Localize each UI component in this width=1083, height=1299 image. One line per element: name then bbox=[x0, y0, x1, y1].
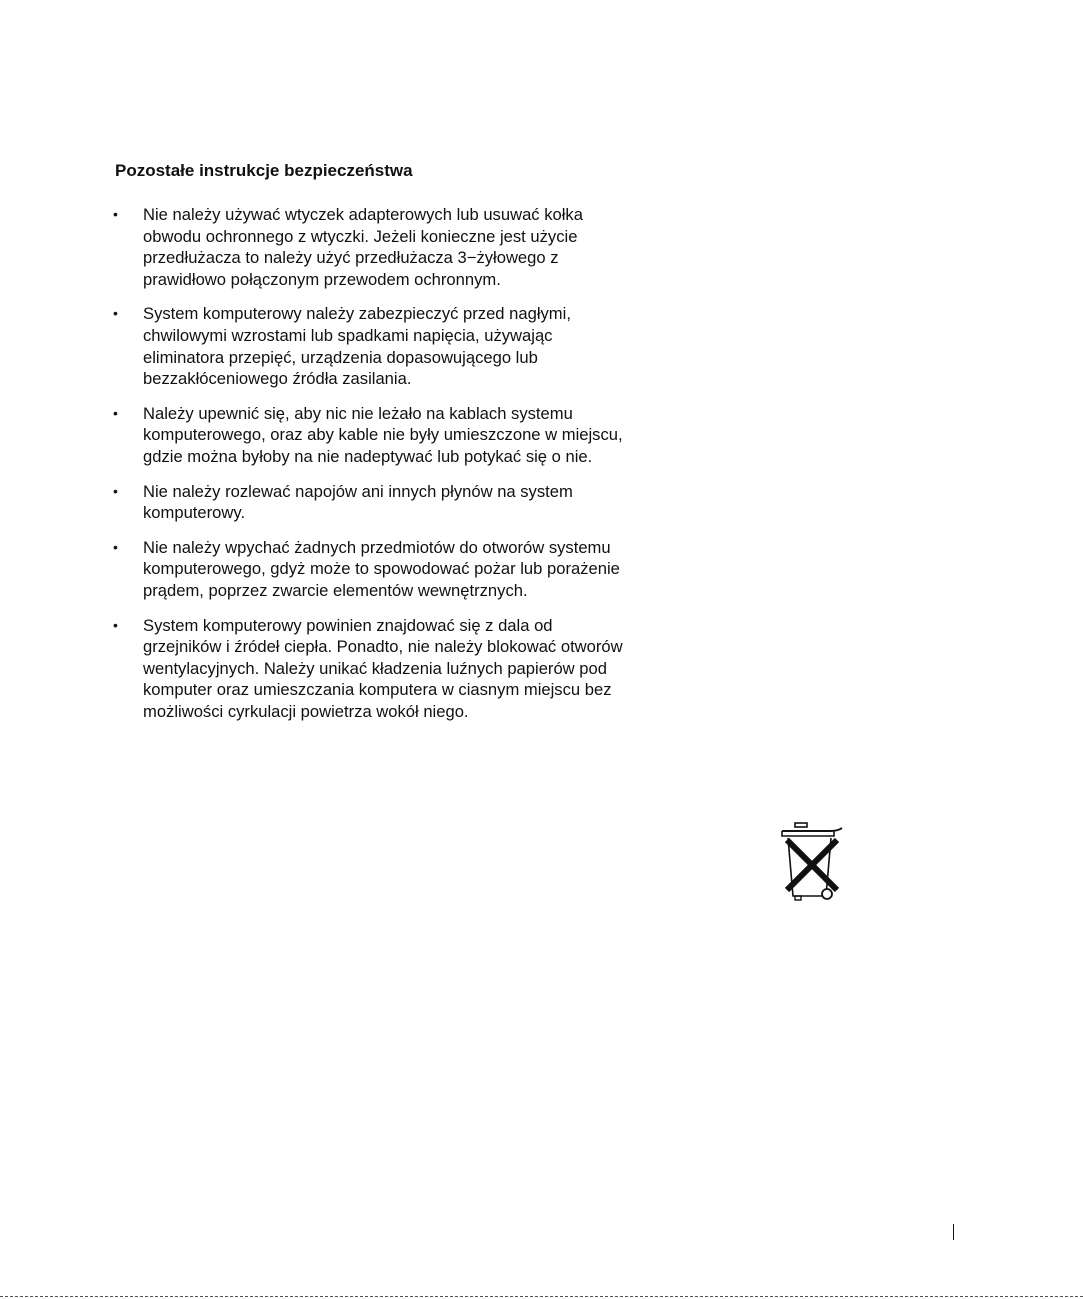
list-item-line: komputerowy. bbox=[143, 503, 246, 523]
list-item-line: Nie należy rozlewać napojów ani innych płynów na system bbox=[143, 481, 573, 501]
list-item-line: System komputerowy należy zabezpieczyć przed nagłymi, bbox=[143, 304, 571, 324]
bullet-dot: • bbox=[113, 206, 118, 222]
list-item-line: Należy upewnić się, aby nic nie leżało na kablach systemu bbox=[143, 403, 573, 423]
list-item-line: gdzie można byłoby na nie nadeptywać lub potykać się o nie. bbox=[143, 446, 593, 466]
crossed-out-wheeled-bin-icon bbox=[778, 822, 846, 902]
bullet-dot: • bbox=[113, 538, 118, 555]
page-marker-line bbox=[953, 1224, 954, 1240]
list-item-line: wentylacyjnych. Należy unikać kładzenia luźnych papierów pod bbox=[143, 658, 607, 678]
list-item-line: możliwości cyrkulacji powietrza wokół niego. bbox=[143, 701, 469, 721]
bullet-dot: • bbox=[113, 305, 118, 322]
list-item-line: komputer oraz umieszczania komputera w ciasnym miejscu bez bbox=[143, 680, 612, 700]
list-item bbox=[113, 537, 693, 602]
bullet-dot: • bbox=[113, 482, 118, 499]
list-item-line: bezzakłóceniowego źródła zasilania. bbox=[143, 369, 412, 389]
section-title: Pozostałe instrukcje bezpieczeństwa bbox=[115, 161, 413, 180]
list-item-line: obwodu ochronnego z wtyczki. Jeżeli konieczne jest użycie bbox=[143, 226, 578, 246]
list-item-line: komputerowego, oraz aby kable nie były umieszczone w miejscu, bbox=[143, 425, 623, 445]
list-item-line: chwilowymi wzrostami lub spadkami napięcia, używając bbox=[143, 325, 553, 345]
list-item bbox=[113, 303, 693, 389]
list-item-line: eliminatora przepięć, urządzenia dopasowującego lub bbox=[143, 347, 538, 367]
list-item-line: grzejników i źródeł ciepła. Ponadto, nie należy blokować otworów bbox=[143, 637, 623, 657]
list-item bbox=[113, 204, 693, 290]
list-item-line: Nie należy używać wtyczek adapterowych lub usuwać kołka bbox=[143, 205, 583, 224]
list-item-line: prawidłowo połączonym przewodem ochronnym. bbox=[143, 269, 501, 289]
safety-instructions-list bbox=[113, 204, 693, 735]
list-item-line: przedłużacza to należy użyć przedłużacza 3−żyłowego z bbox=[143, 248, 559, 268]
list-item-line: komputerowego, gdyż może to spowodować pożar lub porażenie bbox=[143, 559, 620, 579]
list-item-line: Nie należy wpychać żadnych przedmiotów do otworów systemu bbox=[143, 537, 611, 557]
list-item bbox=[113, 615, 693, 723]
list-item-line: prądem, poprzez zwarcie elementów wewnętrznych. bbox=[143, 580, 528, 600]
list-item bbox=[113, 481, 693, 524]
bullet-dot: • bbox=[113, 404, 118, 421]
page-bottom-rule bbox=[0, 1296, 1083, 1297]
bullet-dot: • bbox=[113, 616, 118, 633]
list-item bbox=[113, 403, 693, 468]
list-item-line: System komputerowy powinien znajdować się z dala od bbox=[143, 615, 553, 635]
